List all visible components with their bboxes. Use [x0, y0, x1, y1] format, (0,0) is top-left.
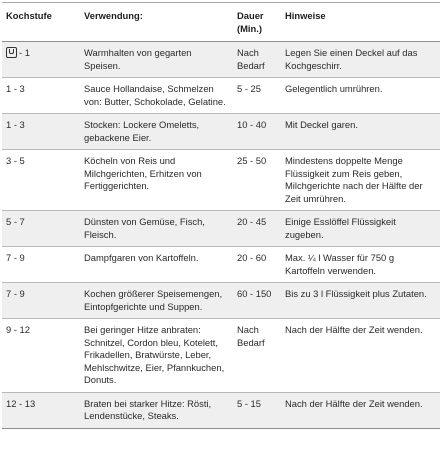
cell-level: 3 - 5 — [2, 150, 80, 211]
cell-usage: Sauce Hollandaise, Schmelzen von: Butter, Schokolade, Gelatine. — [80, 78, 233, 114]
header-duration-line2: (Min.) — [237, 22, 262, 34]
cell-duration: Nach Bedarf — [233, 42, 281, 78]
table-body — [2, 42, 440, 429]
cell-duration: 25 - 50 — [233, 150, 281, 211]
cell-level: 12 - 13 — [2, 392, 80, 428]
cell-notes: Bis zu 3 l Flüssigkeit plus Zutaten. — [281, 283, 440, 319]
table-row — [2, 114, 440, 150]
cell-notes: Nach der Hälfte der Zeit wenden. — [281, 392, 440, 428]
table-header — [2, 3, 440, 42]
table-row — [2, 392, 440, 428]
cell-level: 9 - 12 — [2, 319, 80, 393]
header-level: Kochstufe — [2, 3, 80, 42]
cell-usage: Dampfgaren von Kartoffeln. — [80, 247, 233, 283]
cell-duration: 5 - 25 — [233, 78, 281, 114]
cell-level: 5 - 7 — [2, 211, 80, 247]
header-duration — [233, 3, 281, 42]
header-usage: Verwendung: — [80, 3, 233, 42]
cell-level — [2, 42, 80, 78]
cell-level: 1 - 3 — [2, 114, 80, 150]
table-row — [2, 42, 440, 78]
cell-level: 1 - 3 — [2, 78, 80, 114]
cell-notes: Einige Esslöffel Flüssigkeit zugeben. — [281, 211, 440, 247]
header-row — [2, 3, 440, 42]
cell-notes: Legen Sie einen Deckel auf das Kochgeschirr. — [281, 42, 440, 78]
cooking-levels-table — [2, 2, 440, 429]
cell-usage: Kochen größerer Speisemengen, Eintopfgerichte und Suppen. — [80, 283, 233, 319]
cell-duration: 60 - 150 — [233, 283, 281, 319]
cell-level: 7 - 9 — [2, 283, 80, 319]
table-row — [2, 150, 440, 211]
table-row — [2, 211, 440, 247]
table-row — [2, 78, 440, 114]
cell-usage: Warmhalten von gegarten Speisen. — [80, 42, 233, 78]
table-row — [2, 247, 440, 283]
cell-notes: Mindestens doppelte Menge Flüssigkeit zum Reis geben, Milchgerichte nach der Hälfte der Zeit umrühren. — [281, 150, 440, 211]
cell-usage: Stocken: Lockere Omeletts, gebackene Eier. — [80, 114, 233, 150]
cell-usage: Köcheln von Reis und Milchgerichten, Erhitzen von Fertiggerichten. — [80, 150, 233, 211]
header-notes: Hinweise — [281, 3, 440, 42]
table-row — [2, 283, 440, 319]
cell-duration: 20 - 45 — [233, 211, 281, 247]
cell-notes: Max. ¼ l Wasser für 750 g Kartoffeln verwenden. — [281, 247, 440, 283]
cell-notes: Gelegentlich umrühren. — [281, 78, 440, 114]
keep-warm-icon — [6, 47, 17, 58]
cell-usage: Braten bei starker Hitze: Rösti, Lendenstücke, Steaks. — [80, 392, 233, 428]
cell-duration: 10 - 40 — [233, 114, 281, 150]
cell-usage: Bei geringer Hitze anbraten: Schnitzel, Cordon bleu, Kotelett, Frikadellen, Bratwürste, Leber, Mehlschwitze, Eier, Pfannkuchen, Donuts. — [80, 319, 233, 393]
cell-notes: Nach der Hälfte der Zeit wenden. — [281, 319, 440, 393]
header-duration-line1: Dauer — [237, 10, 264, 21]
cell-duration: 5 - 15 — [233, 392, 281, 428]
cell-level-text: - 1 — [19, 47, 30, 58]
table-row — [2, 319, 440, 393]
cell-duration: Nach Bedarf — [233, 319, 281, 393]
cell-notes: Mit Deckel garen. — [281, 114, 440, 150]
cell-level: 7 - 9 — [2, 247, 80, 283]
cell-usage: Dünsten von Gemüse, Fisch, Fleisch. — [80, 211, 233, 247]
cell-duration: 20 - 60 — [233, 247, 281, 283]
